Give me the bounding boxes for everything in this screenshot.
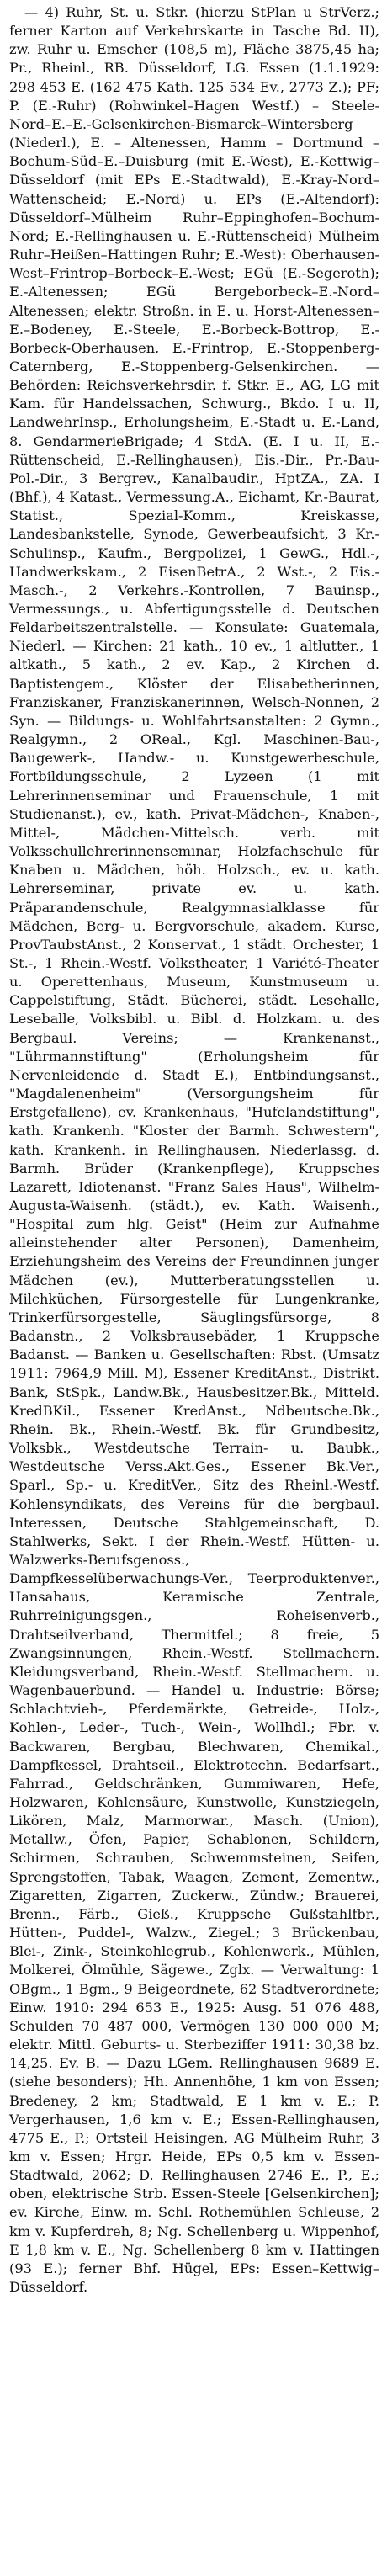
- gazetteer-entry-essen: — 4) Ruhr, St. u. Stkr. (hierzu StPlan u StrVerz.; ferner Karton auf Verkehrskarte in Tasche Bd. II), zw. Ruhr u. Emscher (108,5 m), Fläche 3875,45 ha; Pr., Rheinl., RB. Düsseldorf, LG. Essen (1.1.1929: 298 453 E. (162 475 Kath. 125 534 Ev., 2773 Z.); PF; P. (E.-Ruhr) (Rohwinkel–Hagen Westf.) – Steele-Nord–E.–E.-Gelsenkirchen-Bismarck–Wintersberg (Niederl.), E. – Altenessen, Hamm – Dortmund – Bochum-Süd–E.–Duisburg (mit E.-West), E.-Kettwig–Düsseldorf (mit EPs E.-Stadtwald), E.-Kray-Nord–Wattenscheid; E.-Nord) u. EPs (E.-Altendorf): Düsseldorf–Mülheim Ruhr–Eppinghofen–Bochum-Nord; E.-Rellinghausen u. E.-Rüttenscheid) Mülheim Ruhr–Heißen–Hattingen Ruhr; E.-West): Oberhausen-West–Frintrop–Borbeck–E.-West; EGü (E.-Segeroth); E.-Altenessen; EGü Bergeborbeck–E.-Nord–Altenessen; elektr. Stroßn. in E. u. Horst-Altenessen–E.–Bodeney, E.-Steele, E.-Borbeck-Bottrop, E.-Borbeck-Oberhausen, E.-Frintrop, E.-Stoppenberg-Caternberg, E.-Stoppenberg-Gelsenkirchen. — Behörden: Reichsverkehrsdir. f. Stkr. E., AG, LG mit Kam. für Handelssachen, Schwurg., Bkdo. I u. II, LandwehrInsp., Erholungsheim, E.-Stadt u. E.-Land, 8. GendarmerieBrigade; 4 StdA. (E. I u. II, E.-Rüttenscheid, E.-Rellinghausen), Eis.-Dir., Pr.-Bau-Pol.-Dir., 3 Bergrev., Kanalbaudir., HptZA., ZA. I (Bhf.), 4 Katast., Vermessung.A., Eichamt, Kr.-Baurat, Statist., Spezial-Komm., Kreiskasse, Landesbankstelle, Synode, Gewerbeaufsicht, 3 Kr.-Schulinsp., Kaufm., Bergpolizei, 1 GewG., Hdl.-, Handwerkskam., 2 EisenBetrA., 2 Wst.-, 2 Eis.-Masch.-, 2 Verkehrs.-Kontrollen, 7 Bauinsp., Vermessungs., u. Abfertigungsstelle d. Deutschen Feldarbeitszentralstelle. — Konsulate: Guatemala, Niederl. — Kirchen: 21 kath., 10 ev., 1 altlutter., 1 altkath., 5 kath., 2 ev. Kap., 2 Kirchen d. Baptistengem., Klöster der Elisabetherinnen, Franziskaner, Franziskanerinnen, Welsch-Nonnen, 2 Syn. — Bildungs- u. Wohlfahrtsanstalten: 2 Gymn., Realgymn., 2 OReal., Kgl. Maschinen-Bau-, Baugewerk-, Handw.- u. Kunstgewerbeschule, Fortbildungsschule, 2 Lyzeen (1 mit Lehrerinnenseminar und Frauenschule, 1 mit Studienanst.), ev., kath. Privat-Mädchen-, Knaben-, Mittel-, Mädchen-Mittelsch. verb. mit Volksschullehrerinnenseminar, Holzfachschule für Knaben u. Mädchen, höh. Holzsch., ev. u. kath. Lehrerseminar, private ev. u. kath. Präparandenschule, Realgymnasialklasse für Mädchen, Berg- u. Bergvorschule, akadem. Kurse, ProvTaubstAnst., 2 Konservat., 1 städt. Orchester, 1 St.-, 1 Rhein.-Westf. Volkstheater, 1 Variété-Theater u. Operettenhaus, Museum, Kunstmuseum u. Cappelstiftung, Städt. Bücherei, städt. Lesehalle, Leseballe, Volksbibl. u. Bibl. d. Holzkam. u. des Bergbaul. Vereins; — Krankenanst., "Lührmannstiftung" (Erholungsheim für Nervenleidende d. Stadt E.), Entbindungsanst., "Magdalenenheim" (Versorgungsheim für Erstgefallene), ev. Krankenhaus, "Hufelandstiftung", kath. Krankenh. "Kloster der Barmh. Schwestern", kath. Krankenh. in Rellinghausen, Niederlassg. d. Barmh. Brüder (Krankenpflege), Kruppsches Lazarett, Idiotenanst. "Franz Sales Haus", Wilhelm-Augusta-Waisenh. (städt.), ev. Kath. Waisenh., "Hospital zum hlg. Geist" (Heim zur Aufnahme alleinstehender alter Personen), Damenheim, Erziehungsheim des Vereins der Freundinnen junger Mädchen (ev.), Mutterberatungsstellen u. Milchküchen, Fürsorgestelle für Lungenkranke, Trinkerfürsorgestelle, Säuglingsfürsorge, 8 Badanstn., 2 Volksbrausebäder, 1 Kruppsche Badanst. — Banken u. Gesellschaften: Rbst. (Umsatz 1911: 7964,9 Mill. M), Essener KreditAnst., Distrikt. Bank, StSpk., Landw.Bk., Hausbesitzer.Bk., Mitteld. KredBKil., Essener KredAnst., Ndbeutsche.Bk., Rhein. Bk., Rhein.-Westf. Bk. für Grundbesitz, Volksbk., Westdeutsche Terrain- u. Baubk., Westdeutsche Verss.Akt.Ges., Essener Bk.Ver., Sparl., Sp.- u. KreditVer., Sitz des Rheinl.-Westf. Kohlensyndikats, des Vereins für die bergbaul. Interessen, Deutsche Stahlgemeinschaft, D. Stahlwerks, Sekt. I der Rhein.-Westf. Hütten- u. Walzwerks-Berufsgenoss., Dampfkesselüberwachungs-Ver., Teerproduktenver., Hansahaus, Keramische Zentrale, Ruhrreinigungsgen., Roheisenverb., Drahtseilverband, Thermitfel.; 8 freie, 5 Zwangsinnungen, Rhein.-Westf. Stellmachern. Kleidungsverband, Rhein.-Westf. Stellmachern. u. Wagenbauerbund. — Handel u. Industrie: Börse; Schlachtvieh-, Pferdemärkte, Getreide-, Holz-, Kohlen-, Leder-, Tuch-, Wein-, Wollhdl.; Fbr. v. Backwaren, Bergbau, Blechwaren, Chemikal., Dampfkessel, Drahtseil., Elektrotechn. Bedarfsart., Fahrrad., Geldschränken, Gummiwaren, Hefe, Holzwaren, Kohlensäure, Kunstwolle, Kunstziegeln, Likören, Malz, Marmorwar., Masch. (Union), Metallw., Öfen, Papier, Schablonen, Schildern, Schirmen, Schrauben, Schwemmsteinen, Seifen, Sprengstoffen, Tabak, Waagen, Zement, Zementw., Zigaretten, Zigarren, Zuckerw., Zündw.; Brauerei, Brenn., Färb., Gieß., Kruppsche Gußstahlfbr., Hütten-, Puddel-, Walzw., Ziegel.; 3 Brückenbau, Blei-, Zink-, Steinkohlegrub., Kohlenwerk., Mühlen, Molkerei, Ölmühle, Sägewe., Zglx. — Verwaltung: 1 OBgm., 1 Bgm., 9 Beigeordnete, 62 Stadtverordnete; Einw. 1910: 294 653 E., 1925: Ausg. 51 076 488, Schulden 70 487 000, Vermögen 130 000 000 M; elektr. Mittl. Geburts- u. Sterbeziffer 1911: 30,38 bz. 14,25. Ev. B. — Dazu LGem. Rellinghausen 9689 E. (siehe besonders); Hh. Annenhöhe, 1 km von Essen; Bredeney, 2 km; Stadtwald, E 1 km v. E.; P. Vergerhausen, 1,6 km v. E.; Essen-Rellinghausen, 4775 E., P.; Ortsteil Heisingen, AG Mülheim Ruhr, 3 km v. Essen; Hrgr. Heide, EPs 0,5 km v. Essen-Stadtwald, 2062; D. Rellinghausen 2746 E., P., E.; oben, elektrische Strb. Essen-Steele [Gelsenkirchen]; ev. Kirche, Einw. m. Schl. Rothemühlen Schleuse, 2 km v. Kupferdreh, 8; Ng. Schellenberg u. Wippenhof, E 1,8 km v. E., Ng. Schellenberg 8 km v. Hattingen (93 E.); ferner Bhf. Hügel, EPs: Essen–Kettwig–Düsseldorf.: [9, 4, 379, 2296]
